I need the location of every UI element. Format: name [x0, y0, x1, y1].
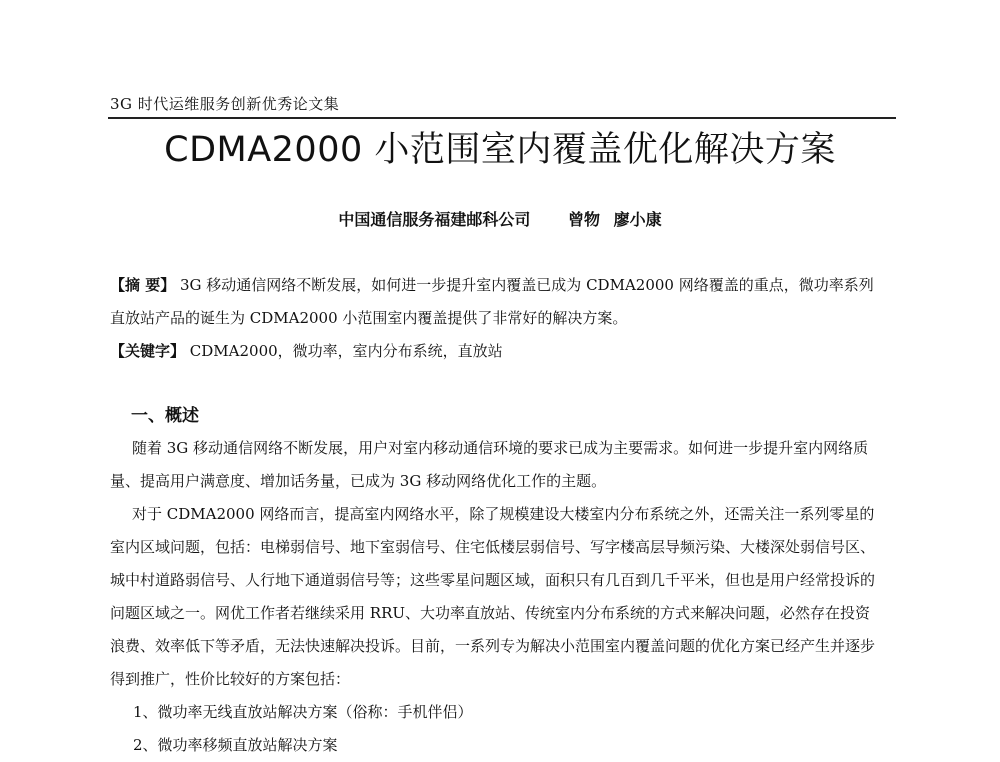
article-title: CDMA2000 小范围室内覆盖优化解决方案	[164, 130, 836, 170]
author-name: 廖小康	[613, 210, 662, 229]
keywords-label: 【关键字】	[110, 342, 186, 360]
list-item: 1、微功率无线直放站解决方案（俗称：手机伴侣）	[133, 703, 473, 721]
author-names	[560, 210, 662, 229]
author-organization: 中国通信服务福建邮科公司	[338, 210, 531, 229]
solution-list	[133, 696, 473, 762]
abstract-label: 【摘 要】	[110, 276, 176, 294]
abstract-text: 3G 移动通信网络不断发展，如何进一步提升室内覆盖已成为 CDMA2000 网络覆盖的重点，微功率系列直放站产品的诞生为 CDMA2000 小范围室内覆盖提供了非常好的解决方案。	[110, 276, 874, 327]
list-item: 2、微功率移频直放站解决方案	[133, 736, 338, 754]
keywords-text: CDMA2000，微功率，室内分布系统，直放站	[189, 342, 503, 360]
author-name: 曾物	[567, 210, 600, 229]
running-header: 3G 时代运维服务创新优秀论文集	[110, 95, 340, 113]
keywords	[110, 335, 880, 368]
body-paragraph: 随着 3G 移动通信网络不断发展，用户对室内移动通信环境的要求已成为主要需求。如何进一步提升室内网络质量、提高用户满意度、增加话务量，已成为 3G 移动网络优化工作的主题。	[110, 439, 869, 490]
section-heading: 一、概述	[131, 406, 199, 426]
header-rule	[108, 117, 896, 119]
abstract	[110, 269, 880, 335]
body-paragraph: 对于 CDMA2000 网络而言，提高室内网络水平，除了规模建设大楼室内分布系统之外，还需关注一系列零星的室内区域问题，包括：电梯弱信号、地下室弱信号、住宅低楼层弱信号、写字楼高层导频污染、大楼深处弱信号区、城中村道路弱信号、人行地下通道弱信号等；这些零星问题区域，面积只有几百到几千平米，但也是用户经常投诉的问题区域之一。网优工作者若继续采用 RRU、大功率直放站、传统室内分布系统的方式来解决问题，必然存在投资浪费、效率低下等矛盾，无法快速解决投诉。目前，一系列专为解决小范围室内覆盖问题的优化方案已经产生并逐步得到推广，性价比较好的方案包括：	[110, 505, 876, 688]
author-line	[0, 207, 1000, 230]
